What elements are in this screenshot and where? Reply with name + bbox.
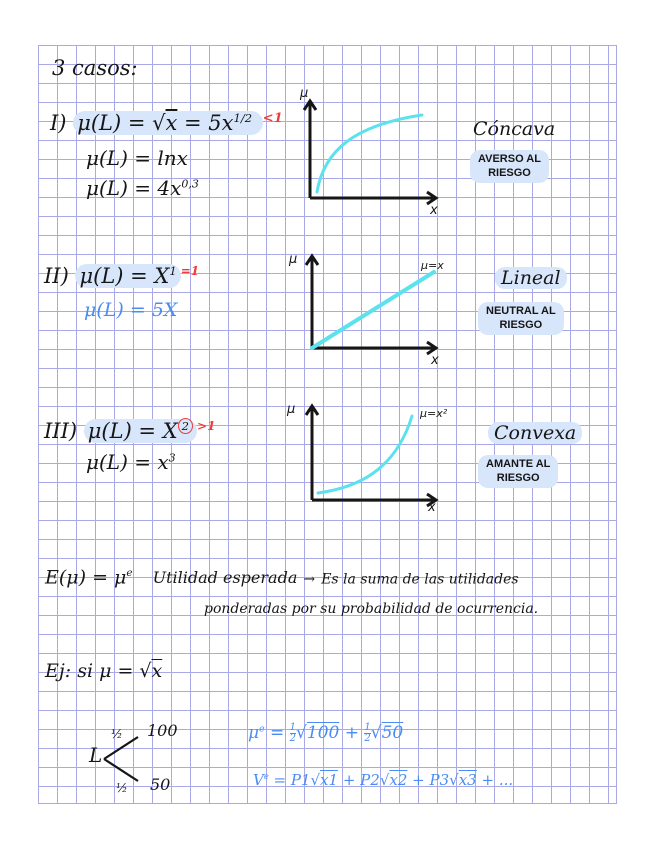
ve-radicand-1: x1 (320, 771, 339, 789)
case3-formula-2 (86, 452, 176, 472)
ue-eq: = (264, 723, 290, 743)
ue-radicand-2: 50 (381, 723, 404, 743)
case3-risk-line1: AMANTE AL (486, 458, 551, 470)
case2-formula-highlight (75, 264, 180, 288)
ue-frac2-num: 1 (364, 722, 371, 733)
case1-x-label: x (430, 203, 438, 218)
case3-type-text: Convexa (488, 422, 582, 444)
ve-term-1: = P1 (268, 771, 311, 789)
tree-branch-bottom (104, 759, 138, 781)
case1-formula-3 (86, 178, 199, 198)
case1-formula-1 (50, 112, 283, 134)
case1-f1-eq: = 5x (177, 111, 234, 135)
case2-risk-line2: RIESGO (499, 319, 543, 332)
case2-formula-1 (44, 265, 199, 287)
ue-lhs: μ (248, 723, 260, 743)
case1-y-label: μ (300, 86, 309, 101)
example-intro: Ej: si μ = √x (45, 660, 163, 682)
case2-x-label: x (431, 353, 439, 368)
case1-f1-exponent: 1/2 (233, 111, 253, 125)
expected-formula-exponent: e (126, 567, 133, 579)
case2-risk-label (478, 302, 564, 335)
case1-f1-lhs: μ(L) = (77, 111, 153, 135)
ue-frac2-den: 2 (364, 733, 371, 744)
case3-risk-label (478, 455, 558, 488)
ue-formula: $\mu^e$ = $\frac{1}{2}$ √100 + $\frac{1}{2}$ √50 (248, 722, 404, 744)
ue-plus: + (339, 723, 365, 743)
sqrt-sign: √ (152, 111, 166, 135)
outcome-bottom: 50 (150, 775, 171, 794)
case3-curve-label: μ=x² (420, 407, 448, 420)
expected-definition-2: ponderadas por su probabilidad de ocurrencia. (204, 601, 539, 617)
case3-risk-line2: RIESGO (496, 472, 540, 485)
case1-f3-base: μ(L) = 4x (86, 176, 182, 200)
case2-curve-label: μ=x (421, 259, 444, 272)
case2-numeral: II) (44, 264, 69, 288)
case2-linear-line (312, 272, 434, 348)
prob-top: ½ (111, 727, 123, 741)
case1-type: Cóncava (473, 118, 556, 140)
case1-numeral: I) (50, 111, 67, 135)
expected-formula: E(μ) = μ (45, 566, 127, 589)
outcome-top: 100 (147, 721, 178, 740)
ve-lhs: V (253, 771, 264, 789)
expected-term: Utilidad esperada (152, 568, 298, 588)
ve-tail: + ... (476, 771, 514, 789)
case2-type-text: Lineal (495, 267, 567, 289)
case2-f1-condition: =1 (180, 264, 200, 278)
ve-radicand-2: x2 (389, 771, 408, 789)
case2-type (495, 269, 567, 288)
expected-utility-line (45, 568, 519, 587)
prob-bottom: ½ (116, 781, 128, 795)
case1-concave-curve (317, 115, 422, 192)
case1-f3-exponent: 0,3 (181, 177, 199, 191)
lottery-L: L (89, 743, 103, 767)
heading: 3 casos: (52, 56, 138, 80)
ve-term-2: + P2 (338, 771, 380, 789)
case1-formula-2: μ(L) = lnx (86, 146, 188, 170)
ve-radicand-3: x3 (458, 771, 477, 789)
ve-term-3: + P3 (407, 771, 450, 789)
ue-exponent: e (259, 723, 265, 735)
case3-x-label: x (428, 500, 436, 515)
example-intro-radicand: x (151, 660, 163, 682)
ve-formula: $V^e = P1√x1 + P2√x2 + P3√x3$ + ... (253, 771, 514, 789)
case3-f1-base: μ(L) = X (87, 419, 178, 443)
ue-frac1-num: 1 (289, 722, 297, 733)
case3-formula-1 (44, 420, 215, 442)
case1-formula-highlight (73, 111, 263, 135)
arrow-icon: → (303, 571, 316, 588)
case1-risk-line1: AVERSO AL (478, 153, 541, 165)
case3-f2-exponent: 3 (168, 451, 176, 465)
case3-convex-curve (318, 416, 412, 493)
case3-formula-highlight (84, 419, 197, 443)
case3-y-label: μ (287, 402, 296, 417)
ue-radicand-1: 100 (306, 723, 340, 743)
case2-formula-2: μ(L) = 5X (84, 299, 178, 321)
case1-f1-radicand: x (165, 111, 178, 135)
case3-f1-exponent: 2 (178, 418, 193, 434)
case3-f1-condition: >1 (197, 419, 216, 433)
case1-f1-condition: <1 (262, 111, 283, 126)
case1-risk-line2: RIESGO (488, 167, 531, 180)
expected-definition-1: Es la suma de las utilidades (321, 571, 519, 588)
case3-type (488, 424, 582, 443)
case3-numeral: III) (44, 419, 78, 443)
case2-f1-base: μ(L) = X (79, 264, 170, 288)
example-intro-text: Ej: si μ = (45, 660, 140, 682)
case2-f1-exponent: 1 (169, 264, 177, 278)
case2-risk-line1: NEUTRAL AL (486, 305, 556, 317)
ue-frac1-den: 2 (289, 733, 297, 744)
case2-y-label: μ (289, 252, 298, 267)
case3-f2-base: μ(L) = x (86, 450, 169, 474)
ve-exponent: e (263, 771, 269, 781)
case1-risk-label (470, 150, 549, 183)
case1-graph (300, 95, 450, 220)
